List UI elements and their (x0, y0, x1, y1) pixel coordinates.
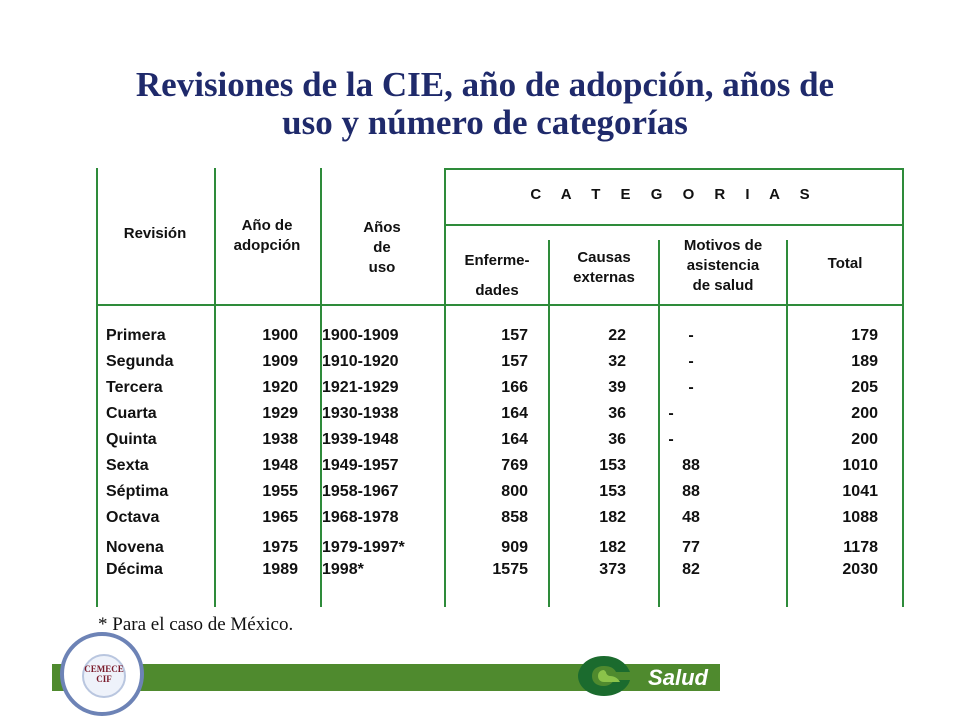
cell-revision: Primera (106, 327, 166, 344)
header-year (214, 216, 320, 256)
header-uso-line-1: Años (363, 219, 401, 236)
cell-enfermedades: 166 (501, 379, 528, 396)
header-motivos (660, 236, 786, 296)
title-line-2: uso y número de categorías (282, 103, 688, 142)
cell-total: 189 (851, 353, 878, 370)
cell-year: 1920 (262, 379, 298, 396)
cell-motivos: - (668, 405, 674, 422)
cell-motivos: - (688, 353, 694, 370)
cell-year: 1975 (262, 539, 298, 556)
table-row (96, 557, 904, 583)
table-rule-categories (444, 224, 904, 226)
header-uso-line-2: de (373, 239, 391, 256)
cell-motivos: 82 (682, 561, 700, 578)
cell-uso: 1910-1920 (322, 353, 399, 370)
table-row (96, 323, 904, 349)
page-title (80, 66, 890, 142)
cell-enfermedades: 909 (501, 539, 528, 556)
cell-causas: 373 (599, 561, 626, 578)
cell-year: 1938 (262, 431, 298, 448)
cell-motivos: 88 (682, 457, 700, 474)
cell-uso: 1979-1997* (322, 539, 405, 556)
footnote: * Para el caso de México. (98, 614, 294, 635)
cell-causas: 36 (608, 405, 626, 422)
header-enfermedades (446, 246, 548, 306)
seal-text: CEMECE CIF (84, 664, 124, 684)
table-row (96, 505, 904, 531)
header-enf-line-2: dades (475, 282, 519, 299)
cell-uso: 1900-1909 (322, 327, 399, 344)
table-row (96, 427, 904, 453)
cell-uso: 1968-1978 (322, 509, 399, 526)
cell-uso: 1921-1929 (322, 379, 399, 396)
cell-uso: 1939-1948 (322, 431, 399, 448)
cell-year: 1929 (262, 405, 298, 422)
cell-motivos: - (688, 379, 694, 396)
title-line-1: Revisiones de la CIE, año de adopción, años de (135, 65, 835, 104)
cell-total: 1010 (842, 457, 878, 474)
cell-motivos: 88 (682, 483, 700, 500)
table-row (96, 349, 904, 375)
cell-total: 1178 (843, 539, 878, 556)
cell-causas: 153 (599, 483, 626, 500)
header-causas (550, 248, 658, 288)
salud-brand: Salud (636, 664, 720, 691)
cell-total: 179 (851, 327, 878, 344)
cell-year: 1965 (262, 509, 298, 526)
header-uso-line-3: uso (368, 259, 396, 276)
revisions-table (96, 168, 904, 607)
cell-year: 1900 (262, 327, 298, 344)
cell-causas: 182 (599, 509, 626, 526)
cell-uso: 1930-1938 (322, 405, 399, 422)
header-enf-line-1: Enferme- (464, 252, 530, 269)
header-causas-line-2: externas (573, 269, 635, 286)
cell-total: 2030 (842, 561, 878, 578)
header-motivos-line-3: de salud (692, 277, 754, 294)
cell-revision: Segunda (106, 353, 174, 370)
header-year-line-2: adopción (233, 237, 301, 254)
cell-total: 1088 (842, 509, 878, 526)
cell-causas: 36 (608, 431, 626, 448)
cell-enfermedades: 769 (501, 457, 528, 474)
cell-revision: Quinta (106, 431, 157, 448)
cell-motivos: - (668, 431, 674, 448)
cell-enfermedades: 164 (501, 405, 528, 422)
table-row (96, 479, 904, 505)
cell-motivos: - (688, 327, 694, 344)
header-uso (320, 218, 444, 278)
cell-enfermedades: 157 (501, 353, 528, 370)
cell-causas: 22 (608, 327, 626, 344)
cell-revision: Sexta (106, 457, 149, 474)
cell-enfermedades: 858 (501, 509, 528, 526)
table-row (96, 375, 904, 401)
cell-revision: Séptima (106, 483, 169, 500)
cell-total: 205 (851, 379, 878, 396)
cell-revision: Octava (106, 509, 160, 526)
cell-year: 1989 (262, 561, 298, 578)
cell-total: 200 (851, 431, 878, 448)
header-causas-line-1: Causas (577, 249, 631, 266)
header-categorias: C A T E G O R I A S (530, 186, 818, 203)
header-motivos-line-1: Motivos de (683, 237, 763, 254)
header-total: Total (827, 255, 863, 272)
table-row (96, 453, 904, 479)
cell-motivos: 48 (682, 509, 700, 526)
table-row (96, 401, 904, 427)
cell-total: 200 (851, 405, 878, 422)
cell-revision: Tercera (106, 379, 163, 396)
cell-motivos: 77 (682, 539, 700, 556)
header-year-line-1: Año de (241, 217, 293, 234)
cell-total: 1041 (842, 483, 878, 500)
cell-uso: 1998* (322, 561, 364, 578)
cell-causas: 182 (599, 539, 626, 556)
cell-enfermedades: 800 (501, 483, 528, 500)
cell-revision: Décima (106, 561, 163, 578)
table-rule-top-categories (444, 168, 904, 170)
cell-year: 1955 (262, 483, 298, 500)
cell-causas: 32 (608, 353, 626, 370)
cell-enfermedades: 1575 (492, 561, 528, 578)
cell-causas: 39 (608, 379, 626, 396)
header-motivos-line-2: asistencia (686, 257, 760, 274)
cell-revision: Novena (106, 539, 164, 556)
cemece-seal-logo (60, 632, 144, 716)
cell-uso: 1958-1967 (322, 483, 399, 500)
cell-causas: 153 (599, 457, 626, 474)
cell-year: 1909 (262, 353, 298, 370)
salud-swirl-logo-icon (574, 652, 634, 700)
cell-enfermedades: 164 (501, 431, 528, 448)
cell-uso: 1949-1957 (322, 457, 399, 474)
cell-revision: Cuarta (106, 405, 157, 422)
cell-year: 1948 (262, 457, 298, 474)
header-revision: Revisión (123, 225, 187, 242)
cell-enfermedades: 157 (501, 327, 528, 344)
